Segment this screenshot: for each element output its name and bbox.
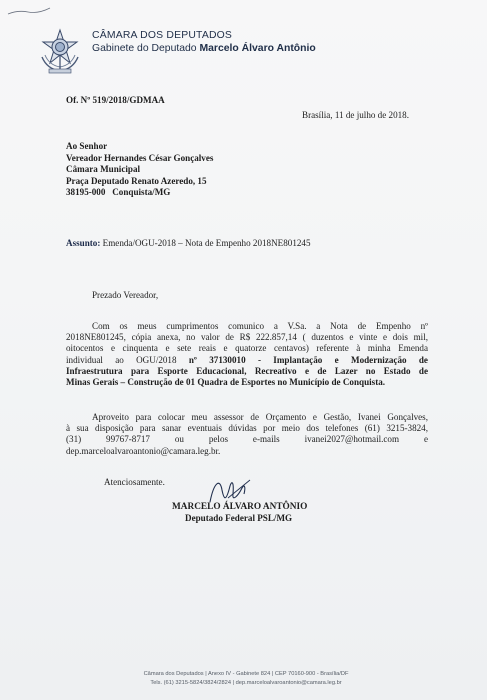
recipient-street: Praça Deputado Renato Azeredo, 15 (66, 175, 207, 186)
signer-name: MARCELO ÁLVARO ANTÔNIO (172, 502, 308, 512)
letterhead (92, 30, 316, 55)
paragraph-line: oitocentos e cinquenta e sete reais e quatorze centavos) referente à minha Emenda (66, 343, 428, 354)
body-paragraph-1 (66, 321, 428, 388)
footer-contact: Tels. (61) 3215-5824/3824/2824 | dep.marceloalvaroantonio@camara.leg.br (150, 680, 342, 686)
paragraph-line: individual ao OGU/2018 nº 37130010 - Implantação e Modernização de (66, 354, 428, 365)
institution-name: CÂMARA DOS DEPUTADOS (92, 30, 233, 41)
paragraph-line: 2018NE801245, cópia anexa, no valor de R$ 222.857,14 ( duzentos e vinte e dois mil, (66, 332, 428, 343)
subject-text: Emenda/OGU-2018 – Nota de Empenho 2018NE801245 (102, 238, 311, 248)
paragraph-line: Minas Gerais – Construção de 01 Quadra de Esportes no Município de Conquista. (66, 377, 386, 388)
email-deputy: dep.marceloalvaroantonio@camara.leg.br. (66, 445, 221, 456)
pen-mark (6, 4, 52, 18)
deputy-name: Marcelo Álvaro Antônio (199, 43, 316, 54)
paragraph-line: Infraestrutura para Esporte Educacional, Recreativo e de Lazer no Estado de (66, 365, 428, 376)
recipient-city: Conquista/MG (112, 187, 171, 197)
paragraph-line: à sua disposição para sanar eventuais dúvidas por meio dos telefones (61) 3215-3824, (66, 423, 428, 434)
recipient-cep-city (66, 187, 213, 199)
body-paragraph-2 (66, 412, 428, 457)
paragraph-line: Aproveito para colocar meu assessor de Orçamento e Gestão, Ivanei Gonçalves, (92, 412, 428, 422)
paragraph-line: Com os meus cumprimentos comunico a V.Sa. a Nota de Empenho nº (92, 321, 428, 331)
paragraph-line: (31) 99767-8717 ou pelos e-mails ivanei2027@hotmail.com e (66, 434, 428, 445)
subject-line (66, 238, 311, 249)
recipient-name: Vereador Hernandes César Gonçalves (66, 152, 214, 163)
letter-reference: Of. Nº 519/2018/GDMAA (66, 95, 165, 105)
email-ivanei: ivanei2027@hotmail.com (304, 434, 400, 445)
greeting: Prezado Vereador, (92, 290, 159, 300)
coat-of-arms-icon (37, 27, 83, 75)
letter-date: Brasília, 11 de julho de 2018. (302, 110, 410, 120)
letterhead-footer (126, 670, 366, 688)
office-name: Gabinete do Deputado Marcelo Álvaro Antônio (92, 43, 316, 54)
subject-label: Assunto: (66, 238, 101, 248)
recipient-cep: 38195-000 (66, 187, 106, 197)
recipient-address (66, 141, 213, 199)
recipient-salutation: Ao Senhor (66, 141, 108, 151)
signer-title: Deputado Federal PSL/MG (185, 513, 293, 523)
closing: Atenciosamente. (104, 477, 165, 487)
recipient-institution: Câmara Municipal (66, 164, 141, 174)
footer-address: Câmara dos Deputados | Anexo IV - Gabinete 824 | CEP 70160-900 - Brasília/DF (143, 671, 349, 677)
